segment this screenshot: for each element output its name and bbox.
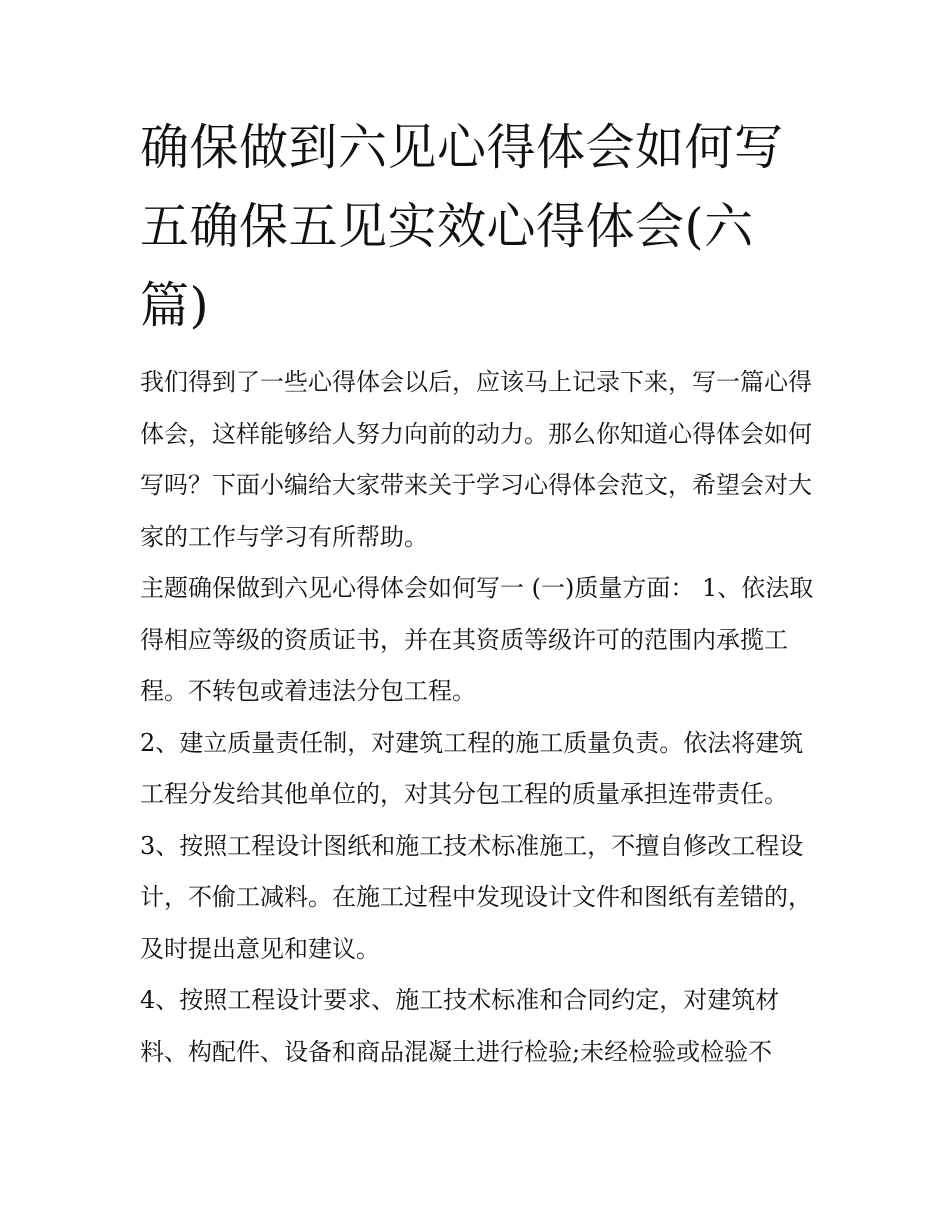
document-page: [140, 108, 820, 1078]
document-title: 确保做到六见心得体会如何写五确保五见实效心得体会(六篇): [140, 119, 784, 334]
paragraph-quality-1: 主题确保做到六见心得体会如何写一 (一)质量方面： 1、依法取得相应等级的资质证书，并在其资质等级许可的范围内承揽工程。不转包或着违法分包工程。: [140, 574, 814, 705]
paragraph-quality-3: 3、按照工程设计图纸和施工技术标准施工，不擅自修改工程设计，不偷工减料。在施工过程中发现设计文件和图纸有差错的，及时提出意见和建议。: [140, 831, 812, 963]
paragraph-quality-2: 2、建立质量责任制，对建筑工程的施工质量负责。依法将建筑工程分发给其他单位的，对其分包工程的质量承担连带责任。: [140, 728, 804, 808]
paragraph-intro: 我们得到了一些心得体会以后，应该马上记录下来，写一篇心得体会，这样能够给人努力向前的动力。那么你知道心得体会如何写吗？下面小编给大家带来关于学习心得体会范文，希望会对大家的工作与学习有所帮助。: [140, 368, 812, 551]
paragraph-quality-4: 4、按照工程设计要求、施工技术标准和合同约定，对建筑材料、构配件、设备和商品混凝土进行检验;未经检验或检验不: [140, 986, 780, 1066]
